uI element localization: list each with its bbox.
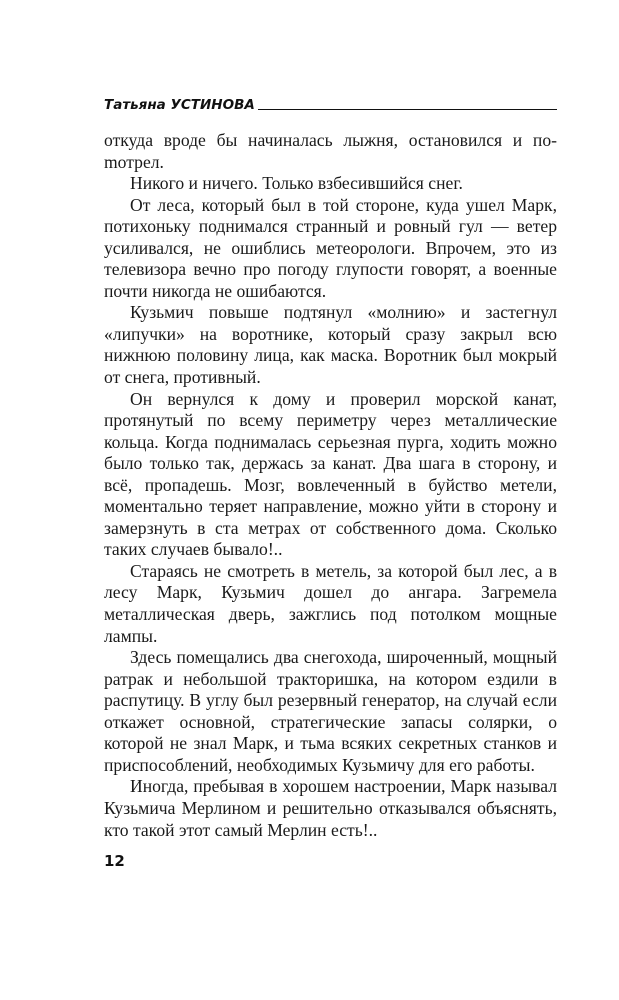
paragraph: Иногда, пребывая в хорошем настроении, Марк называл Кузьмича Мерлином и решительно отказывался объяснять, кто такой этот самый Мерлин есть!.. bbox=[104, 776, 557, 840]
page-number: 12 bbox=[104, 852, 125, 870]
header-author: Татьяна УСТИНОВА bbox=[104, 97, 255, 113]
paragraph: Он вернулся к дому и проверил морской канат, протянутый по всему периметру через металлические кольца. Когда поднималась серьезная пурга, ходить можно было только так, держась за канат. Два шага в сторону, и всё, пропадешь. Мозг, вовлеченный в буйство метели, моментально теряет направление, можно уйти в сторону и замерзнуть в ста метрах от собственного дома. Сколько таких случаев бывало!.. bbox=[104, 388, 557, 560]
header-rule bbox=[258, 109, 557, 110]
body-text bbox=[104, 130, 557, 841]
paragraph: Никого и ничего. Только взбесившийся снег. bbox=[130, 173, 463, 194]
paragraph: От леса, который был в той стороне, куда ушел Марк, потихоньку поднимался странный и ровный гул — ветер усиливался, не ошиблись метеорологи. Впрочем, это из телевизора вечно про погоду глупости говорят, а военные почти никогда не ошибаются. bbox=[104, 194, 557, 301]
paragraph: откуда вроде бы начиналась лыжня, остановился и поmотрел. bbox=[104, 130, 557, 172]
paragraph: Кузьмич повыше подтянул «молнию» и застегнул «липучки» на воротнике, который сразу закрыл всю нижнюю половину лица, как маска. Воротник был мокрый от снега, противный. bbox=[104, 302, 557, 388]
paragraph: Здесь помещались два снегохода, широченный, мощный ратрак и небольшой тракторишка, на котором ездили в распутицу. В углу был резервный генератор, на случай если откажет основной, стратегические запасы солярки, о которой не знал Марк, и тьма всяких секретных станков и приспособлений, необходимых Кузьмичу для его работы. bbox=[104, 647, 557, 775]
paragraph: Стараясь не смотреть в метель, за которой был лес, а в лесу Марк, Кузьмич дошел до ангара. Загремела металлическая дверь, зажглись под потолком мощные лампы. bbox=[104, 560, 557, 646]
running-header bbox=[104, 96, 557, 116]
